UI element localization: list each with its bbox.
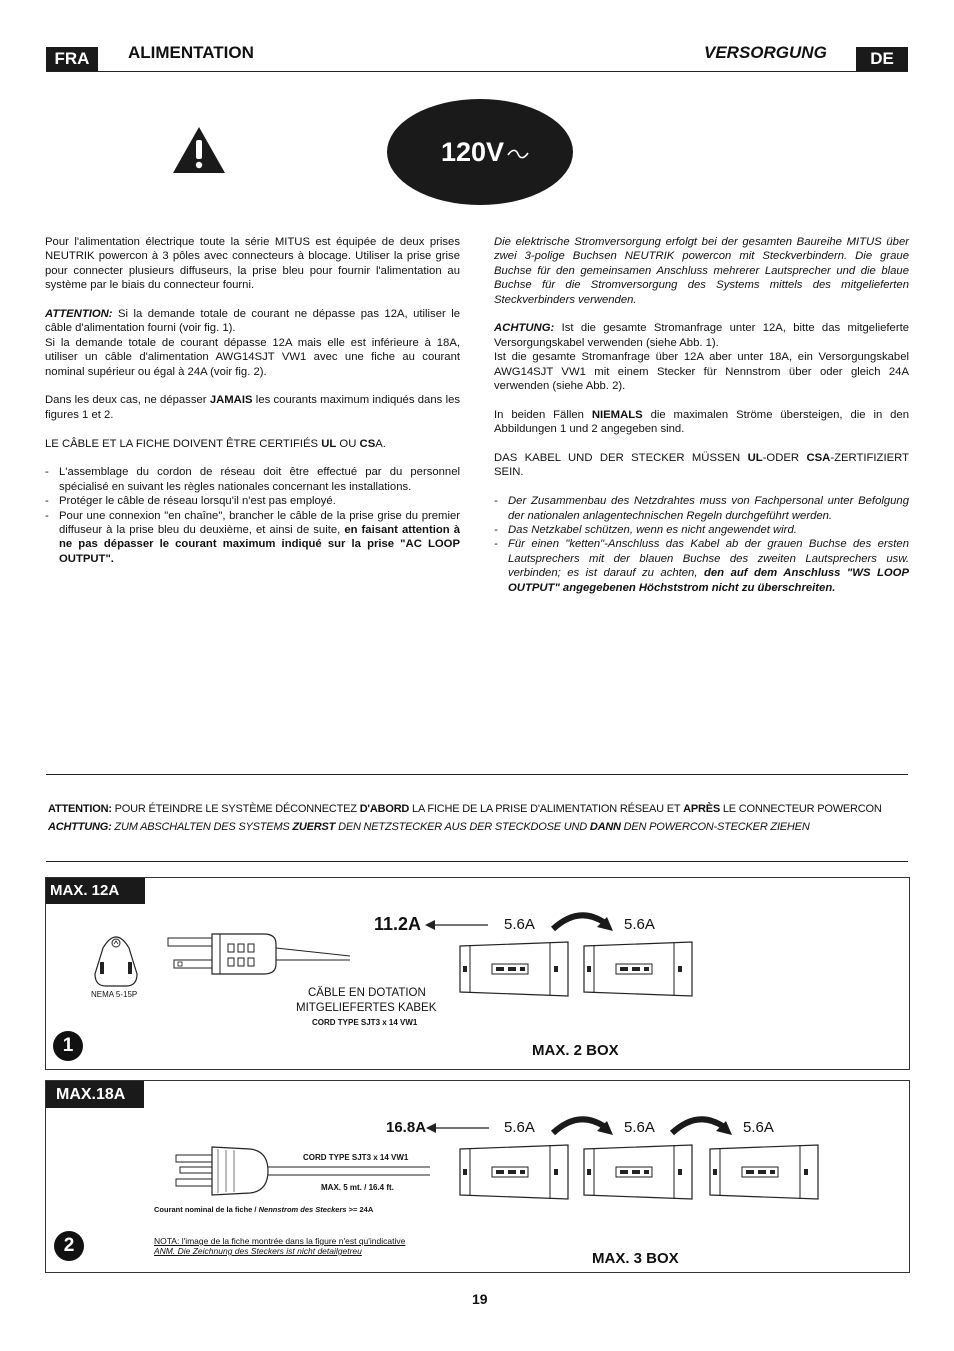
figure-1-tag: MAX. 12A	[46, 878, 145, 904]
section-title-fr: ALIMENTATION	[128, 43, 254, 62]
german-column	[494, 235, 909, 595]
fig1-current-2: 5.6A	[624, 916, 655, 933]
fr-attention-2: Si la demande totale de courant dépasse 12A mais elle est inférieure à 18A, utiliser un câble d'alimentation AWG14SJT VW1 avec une fiche au courant nominal supérieur ou égal à 24A (voir fig. 2).	[45, 336, 460, 378]
fig1-current-1: 5.6A	[504, 916, 535, 933]
fig2-length: MAX. 5 mt. / 16.4 ft.	[321, 1183, 394, 1192]
chain-arrow-icon	[549, 1113, 615, 1137]
figure-number-2: 2	[54, 1231, 84, 1261]
fr-limits: Dans les deux cas, ne dépasser JAMAIS les courants maximum indiqués dans les figures 1 et 2.	[45, 394, 461, 421]
cable-label-de: MITGELIEFERTES KABEK	[296, 1002, 437, 1014]
speaker-box-icon	[708, 1143, 820, 1201]
speaker-box-icon	[458, 1143, 570, 1201]
three-prong-plug-icon	[172, 1141, 432, 1201]
de-achtung-label: ACHTUNG:	[494, 322, 555, 335]
fig1-max-boxes: MAX. 2 BOX	[532, 1042, 619, 1059]
list-item: - Der Zusammenbau des Netzdrahtes muss von Fachpersonal unter Befolgung der nationalen anlagentechnischen Regeln durchgeführt werden.	[494, 494, 909, 523]
de-achtung	[494, 321, 909, 350]
power-cord-plug-icon	[164, 928, 354, 978]
speaker-box-icon	[582, 940, 694, 998]
figure-2-tag: MAX.18A	[46, 1081, 144, 1108]
lang-tag-fra: FRA	[46, 47, 98, 71]
list-item: - Das Netzkabel schützen, wenn es nicht angewendet wird.	[494, 523, 909, 537]
de-achtung-2: Ist die gesamte Stromanfrage über 12A aber unter 18A, ein Versorgungskabel AWG14SJT VW1 mit einem Stecker für Nennstrom über oder gleich 24A verwenden (siehe Abb. 2).	[494, 351, 909, 393]
fr-jamais: JAMAIS	[209, 394, 253, 407]
fr-attention-text: Si la demande totale de courant ne dépasse pas 12A, utiliser le câble d'alimentation fourni (voir fig. 1).	[45, 308, 460, 335]
fig2-max-boxes: MAX. 3 BOX	[592, 1250, 679, 1267]
fr-attention	[45, 307, 460, 336]
de-certification: DAS KABEL UND DER STECKER MÜSSEN UL-ODER CSA-ZERTIFIZIERT SEIN.	[494, 452, 909, 479]
notice-rule-top	[46, 774, 908, 775]
figure-2	[45, 1080, 910, 1273]
warning-triangle-icon	[172, 126, 226, 174]
page-number: 19	[472, 1291, 488, 1307]
french-column	[45, 235, 460, 566]
fr-attention-label: ATTENTION:	[45, 308, 113, 321]
list-item: - L'assemblage du cordon de réseau doit être effectué par du personnel spécialisé en suivant les règles nationales concernant les installations.	[45, 465, 460, 494]
fig2-current-3: 5.6A	[743, 1119, 774, 1136]
speaker-box-icon	[582, 1143, 694, 1201]
fig2-cord-type: CORD TYPE SJT3 x 14 VW1	[303, 1153, 409, 1162]
notice-rule-bottom	[46, 861, 908, 862]
fig2-note-fr: NOTA: l'image de la fiche montrée dans la figure n'est qu'indicative	[154, 1236, 406, 1246]
de-intro: Die elektrische Stromversorgung erfolgt bei der gesamten Baureihe MITUS über zwei 3-polige Buchsen NEUTRIK powercon mit Steckverbindern. Die graue Buchse für den gemeinsamen Anschluss mehrerer Lautsprecher und die blaue Buchse für die Stromversorgung des Systems mittels des mitgelieferten Steckverbinders verwenden.	[494, 236, 909, 306]
fig2-current-2: 5.6A	[624, 1119, 655, 1136]
chain-arrow-icon	[668, 1113, 734, 1137]
fig2-total-current: 16.8A	[386, 1119, 427, 1136]
voltage-badge	[387, 99, 573, 205]
section-title-de: VERSORGUNG	[704, 43, 827, 62]
left-arrow-icon	[425, 920, 489, 930]
ac-wave-icon	[507, 149, 529, 159]
nema-label: NEMA 5-15P	[91, 990, 138, 999]
fr-intro: Pour l'alimentation électrique toute la série MITUS est équipée de deux prises NEUTRIK powercon à 3 pôles avec connecteurs à blocage. Utiliser la prise grise pour connecter plusieurs diffuseurs, la prise bleu pour fournir l'alimentation au système par le biais du connecteur fourni.	[45, 236, 460, 292]
figure-number-1: 1	[53, 1031, 83, 1061]
list-item: - Pour une connexion "en chaîne", brancher le câble de la prise grise du premier diffuseur à la prise bleu du deuxième, et ainsi de suite, en faisant attention à ne pas dépasser le courant maximum indiqué sur la prise "AC LOOP OUTPUT".	[45, 509, 460, 567]
cable-type: CORD TYPE SJT3 x 14 VW1	[312, 1018, 418, 1027]
fig2-current-1: 5.6A	[504, 1119, 535, 1136]
de-list	[494, 494, 909, 595]
voltage-label: 120V	[441, 137, 505, 167]
de-limits: In beiden Fällen NIEMALS die maximalen Ströme übersteigen, die in den Abbildungen 1 und 2 angegeben sind.	[494, 408, 909, 436]
list-item: - Protéger le câble de réseau lorsqu'il n'est pas employé.	[45, 494, 460, 508]
fig2-nominal: Courant nominal de la fiche / Nennstrom des Steckers >= 24A	[154, 1205, 374, 1214]
chain-arrow-icon	[549, 909, 615, 933]
fr-list	[45, 465, 460, 566]
header-rule	[46, 71, 908, 72]
figure-1	[45, 877, 910, 1070]
speaker-box-icon	[458, 940, 570, 998]
notice-fr: ATTENTION: POUR ÉTEINDRE LE SYSTÈME DÉCONNECTEZ D'ABORD LA FICHE DE LA PRISE D'ALIMENTATION RÉSEAU ET APRÈS LE CONNECTEUR POWERCON	[48, 803, 882, 815]
fig2-note-de: ANM. Die Zeichnung des Steckers ist nicht detailgetreu	[154, 1246, 362, 1256]
left-arrow-icon	[426, 1123, 490, 1133]
fig1-total-current: 11.2A	[374, 914, 422, 934]
list-item: - Für einen "ketten"-Anschluss das Kabel ab der grauen Buchse des ersten Lautsprechers mit der blauen Buchse des zweiten Lautsprechers usw. verbinden; es ist darauf zu achten, den auf dem Anschluss "WS LOOP OUTPUT" angegebenen Höchststrom nicht zu überschreiten.	[494, 537, 909, 595]
nema-plug-face-icon	[93, 930, 139, 988]
de-achtung-text: Ist die gesamte Stromanfrage unter 12A, bitte das mitgelieferte Versorgungskabel verwenden (siehe Abb. 1).	[494, 322, 909, 349]
cable-label-fr: CÄBLE EN DOTATION	[308, 987, 426, 999]
fr-certification: LE CÂBLE ET LA FICHE DOIVENT ÊTRE CERTIFIÉS UL OU CSA.	[45, 437, 386, 450]
lang-tag-de: DE	[856, 47, 908, 71]
notice-de: ACHTTUNG: ZUM ABSCHALTEN DES SYSTEMS ZUERST DEN NETZSTECKER AUS DER STECKDOSE UND DANN DEN POWERCON-STECKER ZIEHEN	[48, 821, 810, 833]
